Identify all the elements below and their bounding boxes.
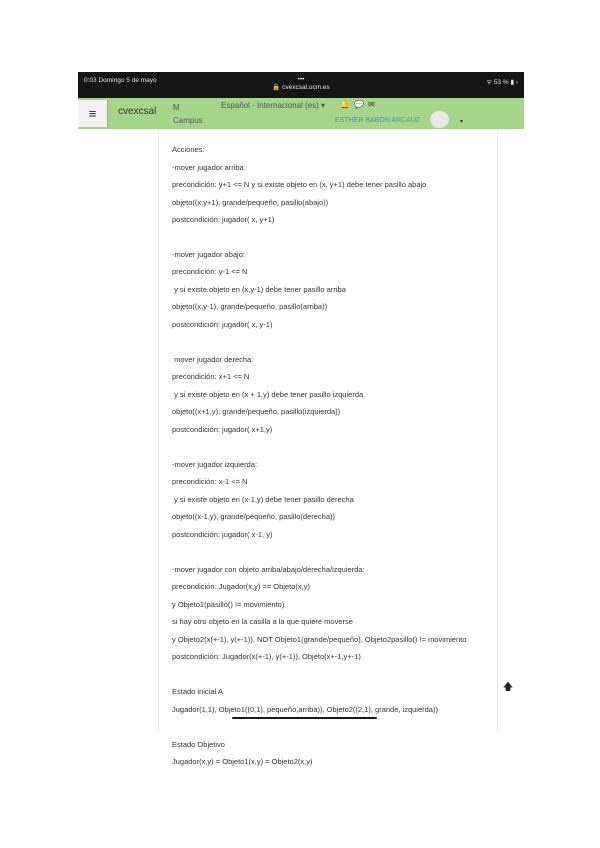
text-line: postcondición: jugador( x, y+1) — [172, 215, 275, 224]
text-line: Acciones: — [172, 145, 205, 154]
battery-indicator: ᯤ 53 % ▮ › — [486, 79, 518, 86]
home-indicator[interactable] — [232, 717, 377, 719]
text-line: postcondición: jugador( x+1,y) — [172, 424, 273, 434]
text-line — [172, 669, 492, 681]
text-line: y Objeto2(x(+-1), y(+-1)), NOT Objeto1(grande/pequeño), Objeto2pasillo() != movimiento — [172, 634, 467, 644]
text-line: objeto((x-1,y), grande/pequeño, pasillo(derecha)) — [172, 512, 336, 522]
text-line: Jugador(1,1), Objeto1((0,1), pequeño,arriba)), Objeto2((2,1), grande, izquierda)) — [172, 704, 438, 714]
text-line — [172, 721, 492, 733]
campus-link[interactable]: M Campus — [173, 103, 203, 125]
text-line: postcondición: Jugador(x(+-1), y(+-1)), Objeto(x+-1,y+-1) — [172, 652, 361, 662]
hamburger-menu-icon[interactable]: ≡ — [78, 100, 108, 127]
address-bar[interactable] — [78, 76, 524, 92]
language-selector[interactable]: Español - Internacional (es) ▾ — [221, 101, 326, 110]
arrow-up-icon[interactable]: 🡅 — [500, 680, 516, 696]
bell-icon[interactable]: 🔔 — [340, 100, 354, 109]
text-line — [172, 546, 492, 558]
text-line: objeto((x+1,y), grande/pequeño, pasillo(izquierda)) — [172, 407, 341, 417]
text-line: -mover jugador abajo: — [172, 249, 245, 259]
text-line: y si existe objeto en (x,y-1) debe tener pasillo arriba — [172, 284, 346, 294]
text-line — [172, 441, 492, 453]
assignment-text — [172, 144, 492, 774]
screenshot — [78, 72, 524, 767]
text-line: y si existe objeto en (x-1,y) debe tener pasillo derecha — [172, 494, 354, 504]
text-line: objeto((x,y+1), grande/pequeño, pasillo(abajo)) — [172, 197, 329, 207]
avatar[interactable] — [430, 111, 449, 128]
text-line: precondición: x+1 <= N — [172, 372, 250, 382]
text-line — [172, 336, 492, 348]
status-time: 0:03 Domingo 5 de mayo — [84, 77, 157, 84]
tab-dots: ••• — [297, 76, 305, 83]
navbar — [78, 98, 524, 129]
status-bar — [78, 72, 524, 98]
text-line: -mover jugador con objeto arriba/abajo/derecha/izquierda: — [172, 564, 365, 574]
text-line: si hay otro objeto en la casilla a la que quiere moverse — [172, 617, 353, 627]
text-line: precondición: Jugador(x,y) == Objeto(x,y) — [172, 582, 310, 592]
text-line: postcondición: jugador( x, y-1) — [172, 319, 273, 329]
text-line: Estado inicial A — [172, 687, 223, 697]
chevron-down-icon[interactable]: ▾ — [460, 119, 464, 125]
text-line: Jugador(x,y) = Objeto1(x,y) = Objeto2(x,y) — [172, 757, 313, 767]
text-line: precondición: y+1 <= N y si existe objeto en (x, y+1) debe tener pasillo abajo — [172, 180, 427, 189]
text-line: objeto((x,y-1), grande/pequeño, pasillo(arriba)) — [172, 302, 328, 312]
text-line: postcondición: jugador( x-1, y) — [172, 529, 273, 539]
text-line: mover jugador derecha: — [172, 354, 254, 364]
nav-icons — [340, 100, 379, 109]
site-brand[interactable]: cvexcsal — [118, 106, 157, 117]
chat-icon[interactable]: 💬 — [353, 100, 368, 109]
url-text: 🔒 cvexcsal.ucm.es — [272, 84, 330, 91]
text-line: precondición: y-1 <= N — [172, 267, 248, 277]
user-name[interactable]: ESTHER BABON ARCAUZ — [335, 117, 421, 124]
text-line: Estado Objetivo — [172, 739, 225, 749]
text-line: precondición: x-1 <= N — [172, 477, 248, 487]
text-line — [172, 232, 492, 244]
text-line: -mover jugador arriba: — [172, 162, 246, 172]
text-line: -mover jugador izquierda: — [172, 459, 258, 469]
text-line: y si existe objeto en (x + 1,y) debe tener pasillo izquierda — [172, 389, 364, 399]
mail-icon[interactable]: ✉ — [367, 100, 379, 109]
text-line: y Objeto1(pasillo() != movimiento) — [172, 599, 285, 609]
